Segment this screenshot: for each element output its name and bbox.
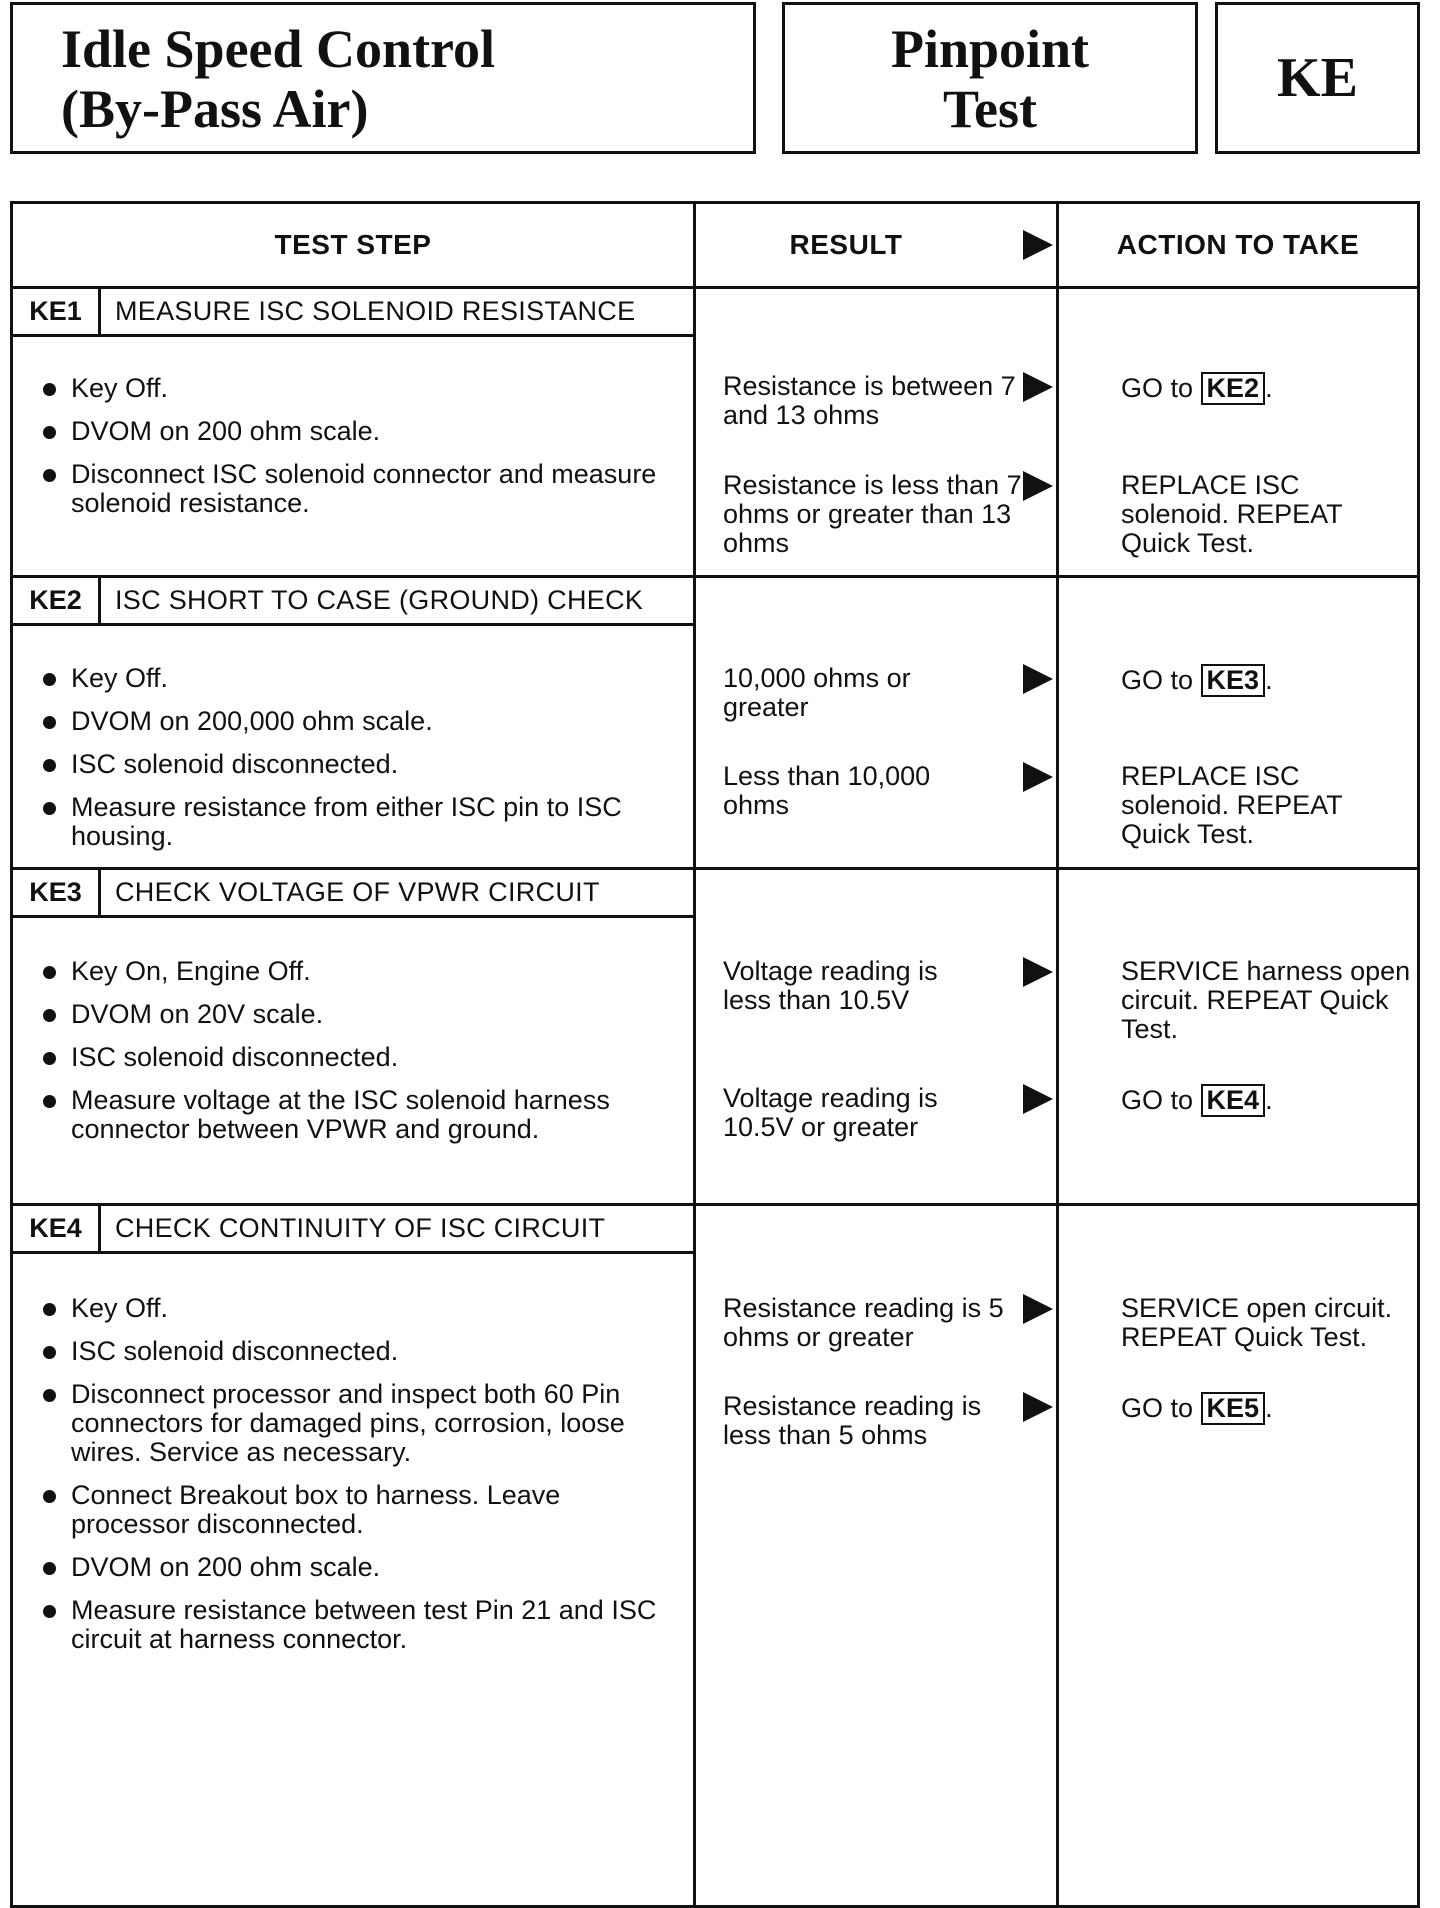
step-id: KE2: [29, 585, 82, 615]
action-text: SERVICE open circuit. REPEAT Quick Test.: [1121, 1293, 1393, 1352]
action-text: SERVICE harness open circuit. REPEAT Quick Test.: [1121, 956, 1411, 1044]
column-header-action: ACTION TO TAKE: [1116, 229, 1360, 260]
action-prefix: GO to: [1121, 373, 1194, 403]
result-arrow-icon: [1023, 762, 1053, 792]
action-prefix: GO to: [1121, 665, 1194, 695]
step-ref-ke2: KE2: [1201, 372, 1266, 405]
step-id: KE4: [29, 1213, 82, 1243]
result-text: 10,000 ohms or greater: [723, 663, 911, 722]
step-instructions: [41, 957, 681, 1158]
step-title: CHECK VOLTAGE OF VPWR CIRCUIT: [115, 877, 600, 907]
test-code: KE: [1215, 2, 1420, 154]
result-text: Voltage reading is 10.5V or greater: [723, 1083, 938, 1142]
step-title: CHECK CONTINUITY OF ISC CIRCUIT: [115, 1213, 606, 1243]
step-title: MEASURE ISC SOLENOID RESISTANCE: [115, 296, 636, 326]
action-prefix: GO to: [1121, 1085, 1194, 1115]
step-ref-ke3: KE3: [1201, 664, 1266, 697]
result-arrow-icon: [1023, 664, 1053, 694]
list-item: Key Off.: [41, 374, 661, 403]
result-text: Resistance reading is 5 ohms or greater: [723, 1293, 1004, 1352]
list-item: Key Off.: [41, 664, 661, 693]
action-prefix: GO to: [1121, 1393, 1194, 1423]
list-item: Measure resistance between test Pin 21 and ISC circuit at harness connector.: [41, 1596, 681, 1654]
pinpoint-test-label: [782, 2, 1198, 154]
step-id: KE1: [29, 296, 82, 326]
step-ref-ke4: KE4: [1201, 1084, 1266, 1117]
list-item: Connect Breakout box to harness. Leave processor disconnected.: [41, 1481, 681, 1539]
action-text: REPLACE ISC solenoid. REPEAT Quick Test.: [1121, 470, 1343, 558]
list-item: Disconnect ISC solenoid connector and measure solenoid resistance.: [41, 460, 661, 518]
pinpoint-line2: Test: [942, 79, 1038, 139]
result-text: Resistance is less than 7 ohms or greater than 13 ohms: [723, 470, 1022, 558]
list-item: DVOM on 20V scale.: [41, 1000, 681, 1029]
step-title: ISC SHORT TO CASE (GROUND) CHECK: [115, 585, 644, 615]
action-suffix: .: [1265, 373, 1273, 403]
result-arrow-icon: [1023, 372, 1053, 402]
list-item: Key On, Engine Off.: [41, 957, 681, 986]
result-text: Resistance reading is less than 5 ohms: [723, 1391, 982, 1450]
column-divider: [693, 204, 696, 1908]
step-instructions: [41, 374, 661, 532]
list-item: ISC solenoid disconnected.: [41, 1043, 681, 1072]
step-instructions: [41, 1294, 681, 1668]
pinpoint-line1: Pinpoint: [890, 19, 1090, 79]
result-text: Less than 10,000 ohms: [723, 761, 931, 820]
result-arrow-icon: [1023, 230, 1053, 260]
result-text: Voltage reading is less than 10.5V: [723, 956, 938, 1015]
action-text: [1121, 1084, 1411, 1117]
action-text: [1121, 664, 1411, 697]
result-arrow-icon: [1023, 1392, 1053, 1422]
list-item: Disconnect processor and inspect both 60 Pin connectors for damaged pins, corrosion, loose wires. Service as necessary.: [41, 1380, 681, 1467]
action-text: [1121, 1392, 1411, 1425]
list-item: Key Off.: [41, 1294, 681, 1323]
result-text: Resistance is between 7 and 13 ohms: [723, 371, 1016, 430]
step-instructions: [41, 664, 661, 865]
procedure-title-line2: (By-Pass Air): [61, 79, 369, 139]
column-header-test-step: TEST STEP: [274, 229, 432, 260]
list-item: ISC solenoid disconnected.: [41, 1337, 681, 1366]
action-suffix: .: [1265, 1085, 1273, 1115]
list-item: ISC solenoid disconnected.: [41, 750, 661, 779]
procedure-title-line1: Idle Speed Control: [61, 19, 496, 79]
list-item: DVOM on 200,000 ohm scale.: [41, 707, 661, 736]
action-suffix: .: [1265, 1393, 1273, 1423]
action-text: [1121, 372, 1411, 405]
action-text: REPLACE ISC solenoid. REPEAT Quick Test.: [1121, 761, 1343, 849]
list-item: DVOM on 200 ohm scale.: [41, 1553, 681, 1582]
column-divider: [1056, 204, 1059, 1908]
step-id: KE3: [29, 877, 82, 907]
list-item: Measure voltage at the ISC solenoid harness connector between VPWR and ground.: [41, 1086, 681, 1144]
result-arrow-icon: [1023, 957, 1053, 987]
result-arrow-icon: [1023, 471, 1053, 501]
list-item: Measure resistance from either ISC pin to ISC housing.: [41, 793, 661, 851]
pinpoint-test-table: [10, 201, 1420, 1908]
list-item: DVOM on 200 ohm scale.: [41, 417, 661, 446]
result-arrow-icon: [1023, 1084, 1053, 1114]
step-ref-ke5: KE5: [1201, 1392, 1266, 1425]
action-suffix: .: [1265, 665, 1273, 695]
procedure-title: [10, 2, 756, 154]
column-header-result: RESULT: [789, 229, 903, 260]
result-arrow-icon: [1023, 1294, 1053, 1324]
